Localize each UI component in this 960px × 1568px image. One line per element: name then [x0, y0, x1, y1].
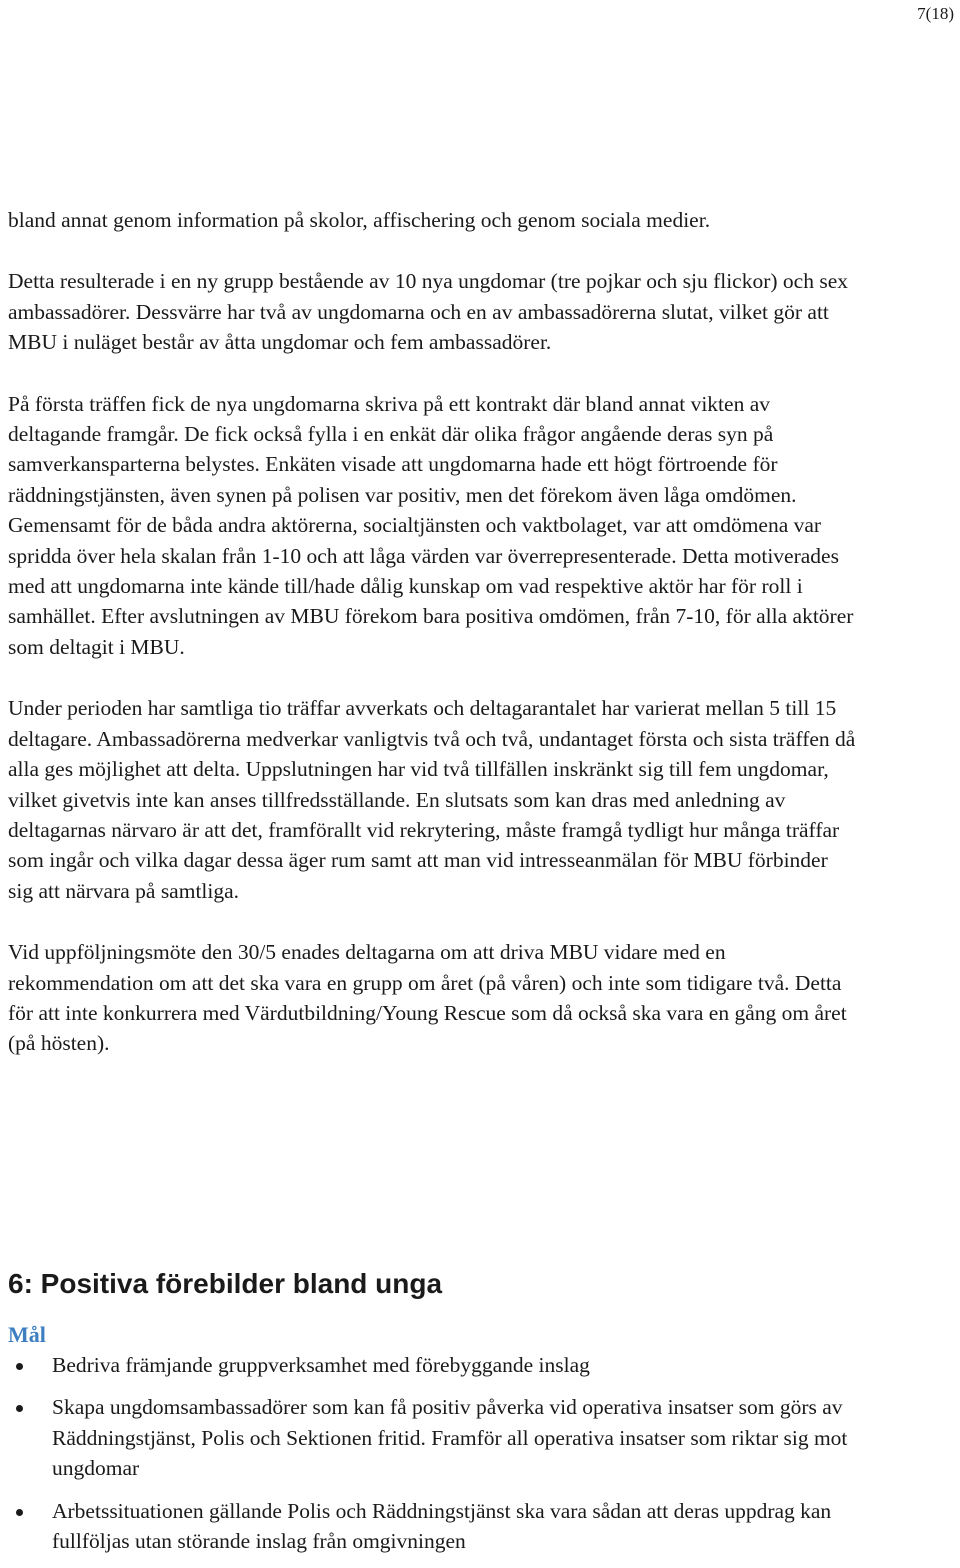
list-item: [0, 1350, 850, 1380]
bullet-icon: [16, 1405, 23, 1412]
list-item: [0, 1496, 850, 1557]
paragraph-1: bland annat genom information på skolor, affischering och genom sociala medier.: [8, 208, 711, 232]
body-text: [8, 205, 858, 1059]
paragraph-4: Under perioden har samtliga tio träffar avverkats och deltagarantalet har varierat mellan 5 till 15 deltagare. Ambassadörerna medverkar vanligtvis två och två, undantaget första och sista träffen då alla ges möjlighet att delta. Uppslutningen har vid två tillfällen inskränkt sig till fem ungdomar, vilket givetvis inte kan anses tillfredsställande. En slutsats som kan dras med anledning av deltagarnas närvaro är att det, framförallt vid rekrytering, måste framgå tydligt hur många träffar som ingår och vilka dagar dessa äger rum samt att man vid intresseanmälan för MBU förbinder sig att närvara på samtliga.: [8, 696, 856, 903]
list-item-text: Skapa ungdomsambassadörer som kan få positiv påverka vid operativa insatser som görs av Räddningstjänst, Polis och Sektionen fritid. Framför all operativa insatser som riktar sig mot ungdomar: [52, 1395, 848, 1481]
bullet-icon: [16, 1363, 23, 1370]
page-number: 7(18): [917, 4, 954, 23]
list-item: [0, 1392, 850, 1483]
paragraph-2: Detta resulterade i en ny grupp bestående av 10 nya ungdomar (tre pojkar och sju flickor) och sex ambassadörer. Dessvärre har två av ungdomarna och en av ambassadörerna slutat, vilket gör att MBU i nuläget består av åtta ungdomar och fem ambassadörer.: [8, 269, 849, 355]
goals-subheading: Mål: [8, 1322, 46, 1347]
paragraph-5: Vid uppföljningsmöte den 30/5 enades deltagarna om att driva MBU vidare med en rekommendation om att det ska vara en grupp om året (på våren) och inte som tidigare två. Detta för att inte konkurrera med Värdutbildning/Young Rescue som då också ska vara en gång om året (på hösten).: [8, 940, 847, 1056]
bullet-icon: [16, 1509, 23, 1516]
list-item-text: Arbetssituationen gällande Polis och Räddningstjänst ska vara sådan att deras uppdrag kan fullföljas utan störande inslag från omgivningen: [52, 1498, 832, 1554]
paragraph-3: På första träffen fick de nya ungdomarna skriva på ett kontrakt där bland annat vikten av deltagande framgår. De fick också fylla i en enkät där olika frågor angående deras syn på samverkansparterna belystes. Enkäten visade att ungdomarna hade ett högt förtroende för räddningstjänsten, även synen på polisen var positiv, men det förekom även låga omdömen. Gemensamt för de båda andra aktörerna, socialtjänsten och vaktbolaget, var att omdömena var spridda över hela skalan från 1-10 och att låga värden var överrepresenterade. Detta motiverades med att ungdomarna inte kände till/hade dålig kunskap om vad respektive aktör har för roll i samhället. Efter avslutningen av MBU förekom bara positiva omdömen, från 7-10, för alla aktörer som deltagit i MBU.: [8, 391, 854, 659]
goals-list: [0, 1350, 850, 1568]
section-heading: 6: Positiva förebilder bland unga: [8, 1268, 443, 1299]
list-item-text: Bedriva främjande gruppverksamhet med förebyggande inslag: [52, 1353, 590, 1377]
